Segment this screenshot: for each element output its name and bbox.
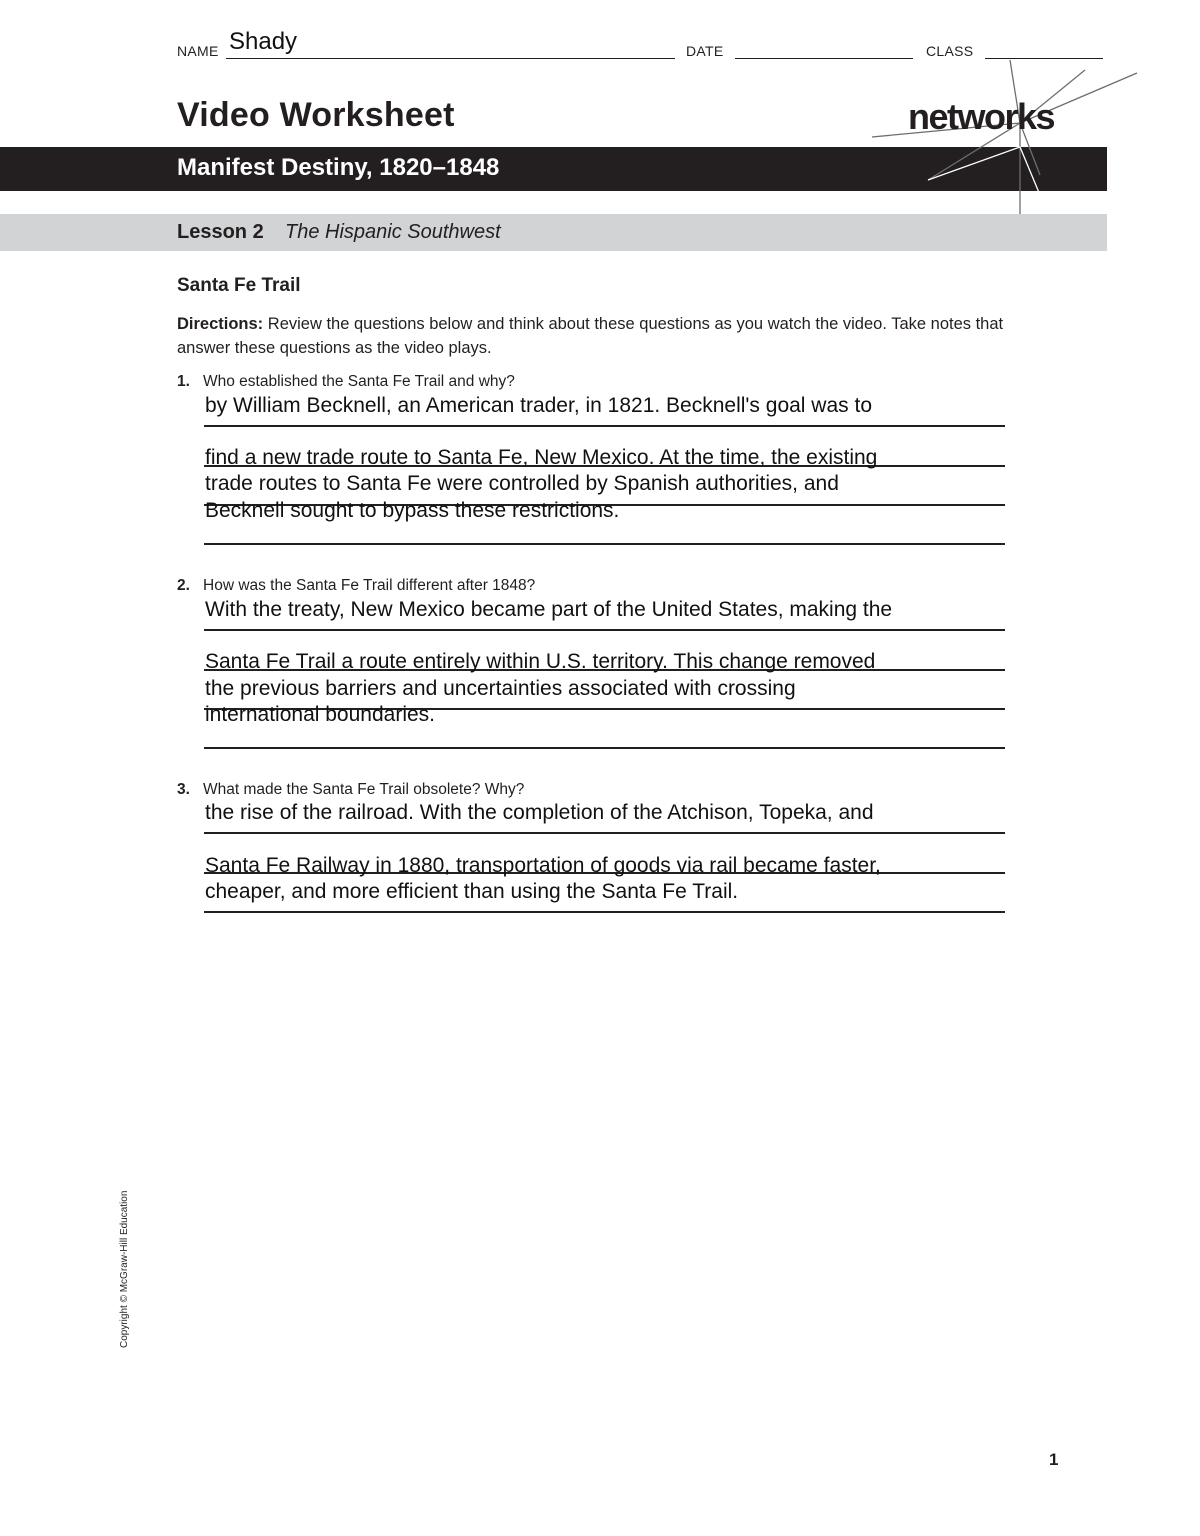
class-label: CLASS <box>926 43 974 59</box>
chapter-title: Manifest Destiny, 1820–1848 <box>177 154 500 181</box>
answer-line <box>204 747 1005 749</box>
answer-line <box>204 425 1005 427</box>
answer-text[interactable]: Santa Fe Trail a route entirely within U.S. territory. This change removed <box>205 650 876 673</box>
lesson-title: The Hispanic Southwest <box>285 221 501 243</box>
answer-text[interactable]: international boundaries. <box>205 703 435 726</box>
question-text: Who established the Santa Fe Trail and why? <box>203 373 515 390</box>
name-field-line <box>226 58 675 59</box>
answer-text[interactable]: Becknell sought to bypass these restrictions. <box>205 499 620 522</box>
answer-line <box>204 832 1005 834</box>
page-title: Video Worksheet <box>177 96 455 134</box>
answer-text[interactable]: the rise of the railroad. With the completion of the Atchison, Topeka, and <box>205 801 874 824</box>
networks-logo: networks <box>908 96 1055 137</box>
answer-text[interactable]: cheaper, and more efficient than using the Santa Fe Trail. <box>205 880 739 903</box>
question-number: 1. <box>177 373 190 390</box>
answer-line <box>204 911 1005 913</box>
question-text: What made the Santa Fe Trail obsolete? Why? <box>203 781 525 798</box>
answer-line <box>204 543 1005 545</box>
directions <box>177 312 1037 360</box>
directions-label: Directions: <box>177 315 264 333</box>
lesson-band <box>0 214 1107 251</box>
name-label: NAME <box>177 43 219 59</box>
question-number: 3. <box>177 781 190 798</box>
answer-text[interactable]: find a new trade route to Santa Fe, New Mexico. At the time, the existing <box>205 446 878 469</box>
answer-text[interactable]: Santa Fe Railway in 1880, transportation of goods via rail became faster, <box>205 854 881 877</box>
directions-text: Review the questions below and think about these questions as you watch the video. Take notes that answer these questions as the video plays. <box>177 315 1004 357</box>
date-label: DATE <box>686 43 724 59</box>
section-title: Santa Fe Trail <box>177 275 301 296</box>
answer-text[interactable]: trade routes to Santa Fe were controlled by Spanish authorities, and <box>205 472 839 495</box>
question-text: How was the Santa Fe Trail different after 1848? <box>203 577 536 594</box>
networks-burst-icon <box>860 55 1150 230</box>
copyright-notice: Copyright © McGraw-Hill Education <box>119 1190 130 1348</box>
question-number: 2. <box>177 577 190 594</box>
answer-line <box>204 629 1005 631</box>
lesson-number: Lesson 2 <box>177 221 264 243</box>
name-field[interactable]: Shady <box>229 28 298 55</box>
answer-text[interactable]: With the treaty, New Mexico became part of the United States, making the <box>205 598 893 621</box>
page-number: 1 <box>1049 1450 1059 1469</box>
answer-text[interactable]: by William Becknell, an American trader, in 1821. Becknell's goal was to <box>205 394 872 417</box>
answer-text[interactable]: the previous barriers and uncertainties associated with crossing <box>205 677 796 700</box>
